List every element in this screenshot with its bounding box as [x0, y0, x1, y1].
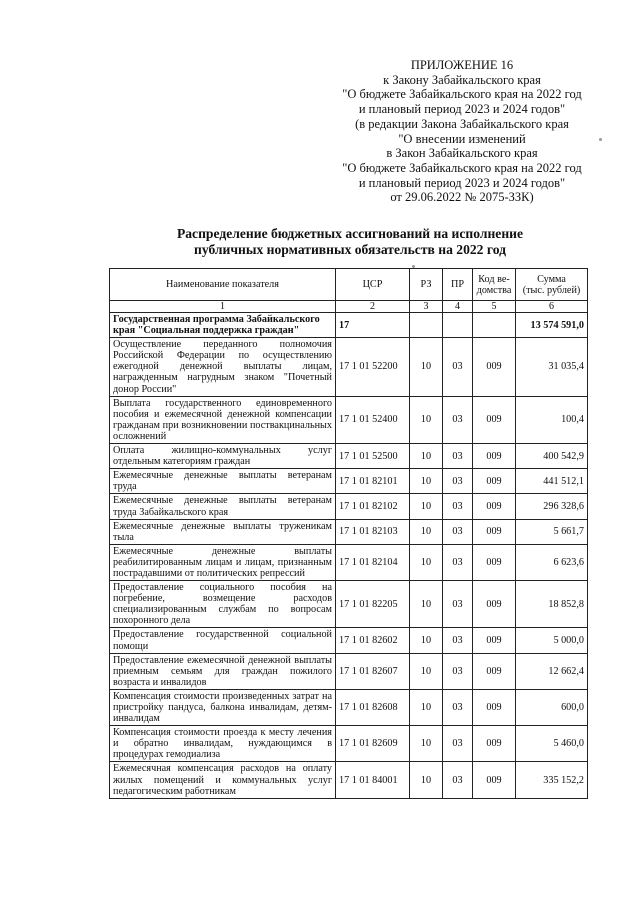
cell-rz: 10 [410, 396, 443, 443]
appendix-line: (в редакции Закона Забайкальского края [355, 116, 569, 131]
cell-name: Ежемесячные денежные выплаты ветеранам труда Забайкальского края [110, 494, 336, 519]
cell-kod: 009 [473, 628, 516, 653]
cell-name: Оплата жилищно-коммунальных услуг отдельным категориям граждан [110, 444, 336, 469]
cell-pr: 03 [443, 396, 473, 443]
cell-pr: 03 [443, 653, 473, 689]
appendix-line: и плановый период 2023 и 2024 годов" [358, 102, 566, 117]
cell-sum: 5 661,7 [516, 519, 588, 544]
column-number: 1 [110, 301, 336, 313]
cell-rz: 10 [410, 469, 443, 494]
appendix-line: к Закону Забайкальского края [383, 72, 541, 87]
cell-rz: 10 [410, 494, 443, 519]
cell-csr: 17 1 01 82104 [336, 544, 410, 580]
cell-name: Ежемесячные денежные выплаты ветеранам труда [110, 469, 336, 494]
cell-kod: 009 [473, 581, 516, 628]
cell-kod: 009 [473, 444, 516, 469]
table-row [110, 494, 588, 519]
document-title-line: публичных нормативных обязательств на 2022 год [194, 241, 506, 257]
table-row [110, 469, 588, 494]
table-row [110, 444, 588, 469]
cell-pr: 03 [443, 581, 473, 628]
cell-csr: 17 1 01 52200 [336, 338, 410, 396]
table-header-row [110, 269, 588, 301]
cell-pr: 03 [443, 469, 473, 494]
cell-rz: 10 [410, 762, 443, 798]
appendix-line: ПРИЛОЖЕНИЕ 16 [410, 58, 514, 72]
cell-kod [473, 313, 516, 338]
header-name: Наименование показателя [110, 269, 336, 301]
program-row [110, 313, 588, 338]
table-row [110, 544, 588, 580]
cell-rz [410, 313, 443, 338]
table-row [110, 628, 588, 653]
header-sum [516, 269, 588, 301]
cell-sum: 400 542,9 [516, 444, 588, 469]
cell-kod: 009 [473, 519, 516, 544]
table-row [110, 338, 588, 396]
cell-name: Государственная программа Забайкальского края "Социальная поддержка граждан" [110, 313, 336, 338]
cell-csr: 17 1 01 52500 [336, 444, 410, 469]
cell-sum: 31 035,4 [516, 338, 588, 396]
cell-rz: 10 [410, 628, 443, 653]
cell-kod: 009 [473, 396, 516, 443]
cell-csr: 17 1 01 82608 [336, 689, 410, 725]
cell-csr: 17 1 01 82101 [336, 469, 410, 494]
scan-speck [599, 138, 602, 141]
cell-kod: 009 [473, 494, 516, 519]
cell-sum: 18 852,8 [516, 581, 588, 628]
table-row [110, 762, 588, 798]
cell-sum: 13 574 591,0 [516, 313, 588, 338]
cell-pr: 03 [443, 519, 473, 544]
cell-sum: 335 152,2 [516, 762, 588, 798]
cell-pr [443, 313, 473, 338]
cell-csr: 17 1 01 84001 [336, 762, 410, 798]
cell-sum: 441 512,1 [516, 469, 588, 494]
cell-pr: 03 [443, 444, 473, 469]
document-title [140, 226, 560, 257]
column-number: 3 [410, 301, 443, 313]
cell-name: Ежемесячные денежные выплаты реабилитированным лицам и лицам, признанным пострадавшими от политических репрессий [110, 544, 336, 580]
header-sum-line: (тыс. рублей) [522, 284, 581, 296]
scan-speck [412, 265, 415, 268]
cell-sum: 12 662,4 [516, 653, 588, 689]
cell-csr: 17 1 01 82602 [336, 628, 410, 653]
cell-csr: 17 1 01 82607 [336, 653, 410, 689]
appendix-line: от 29.06.2022 № 2075-ЗЗК) [390, 190, 534, 205]
column-number-row [110, 301, 588, 313]
header-pr: ПР [443, 269, 473, 301]
cell-kod: 009 [473, 469, 516, 494]
cell-rz: 10 [410, 653, 443, 689]
header-rz: РЗ [410, 269, 443, 301]
cell-pr: 03 [443, 628, 473, 653]
table-row [110, 653, 588, 689]
cell-csr: 17 1 01 82103 [336, 519, 410, 544]
appendix-line: "О бюджете Забайкальского края на 2022 год [342, 160, 582, 175]
cell-name: Компенсация стоимости проезда к месту лечения и обратно инвалидам, нуждающимся в процедурах гемодиализа [110, 726, 336, 762]
table-row [110, 726, 588, 762]
table-body [110, 313, 588, 799]
cell-pr: 03 [443, 762, 473, 798]
cell-name: Предоставление социального пособия на погребение, возмещение расходов специализированным службам по вопросам похоронного дела [110, 581, 336, 628]
cell-pr: 03 [443, 338, 473, 396]
cell-rz: 10 [410, 689, 443, 725]
cell-rz: 10 [410, 544, 443, 580]
cell-name: Ежемесячные денежные выплаты труженикам тыла [110, 519, 336, 544]
cell-rz: 10 [410, 338, 443, 396]
cell-pr: 03 [443, 544, 473, 580]
table-row [110, 396, 588, 443]
budget-table [109, 268, 588, 799]
cell-kod: 009 [473, 653, 516, 689]
column-number: 6 [516, 301, 588, 313]
cell-name: Компенсация стоимости произведенных затрат на пристройку пандуса, балкона инвалидам, детям-инвалидам [110, 689, 336, 725]
column-number: 2 [336, 301, 410, 313]
cell-kod: 009 [473, 726, 516, 762]
table-row [110, 689, 588, 725]
cell-sum: 100,4 [516, 396, 588, 443]
cell-csr: 17 1 01 82102 [336, 494, 410, 519]
cell-name: Ежемесячная компенсация расходов на оплату жилых помещений и коммунальных услуг педагогическим работникам [110, 762, 336, 798]
header-kod-line: Код ве- [478, 273, 510, 285]
document-title-line: Распределение бюджетных ассигнований на исполнение [176, 226, 524, 241]
cell-csr: 17 1 01 82205 [336, 581, 410, 628]
appendix-line: "О внесении изменений [398, 131, 526, 146]
cell-sum: 6 623,6 [516, 544, 588, 580]
header-kod-line: домства [476, 284, 512, 296]
appendix-line: и плановый период 2023 и 2024 годов" [358, 175, 566, 190]
table-row [110, 519, 588, 544]
cell-sum: 5 460,0 [516, 726, 588, 762]
header-kod [473, 269, 516, 301]
cell-sum: 296 328,6 [516, 494, 588, 519]
cell-csr: 17 1 01 82609 [336, 726, 410, 762]
cell-pr: 03 [443, 494, 473, 519]
table-row [110, 581, 588, 628]
cell-sum: 600,0 [516, 689, 588, 725]
cell-kod: 009 [473, 762, 516, 798]
cell-kod: 009 [473, 544, 516, 580]
cell-kod: 009 [473, 689, 516, 725]
cell-kod: 009 [473, 338, 516, 396]
cell-name: Предоставление ежемесячной денежной выплаты приемным семьям для граждан пожилого возраста и инвалидов [110, 653, 336, 689]
appendix-line: "О бюджете Забайкальского края на 2022 год [342, 87, 582, 102]
column-number: 5 [473, 301, 516, 313]
cell-rz: 10 [410, 726, 443, 762]
cell-sum: 5 000,0 [516, 628, 588, 653]
cell-pr: 03 [443, 726, 473, 762]
cell-rz: 10 [410, 444, 443, 469]
cell-rz: 10 [410, 519, 443, 544]
cell-name: Предоставление государственной социальной помощи [110, 628, 336, 653]
appendix-header [300, 58, 624, 205]
header-csr: ЦСР [336, 269, 410, 301]
appendix-line: в Закон Забайкальского края [386, 146, 538, 161]
cell-name: Выплата государственного единовременного пособия и ежемесячной денежной компенсации гражданам при возникновении поствакцинальных осложнений [110, 396, 336, 443]
column-number: 4 [443, 301, 473, 313]
cell-name: Осуществление переданного полномочия Российской Федерации по осуществлению ежегодной денежной выплаты лицам, награжденным нагрудным знаком "Почетный донор России" [110, 338, 336, 396]
cell-rz: 10 [410, 581, 443, 628]
cell-csr: 17 1 01 52400 [336, 396, 410, 443]
header-sum-line: Сумма [537, 273, 566, 285]
cell-pr: 03 [443, 689, 473, 725]
cell-csr: 17 [336, 313, 410, 338]
